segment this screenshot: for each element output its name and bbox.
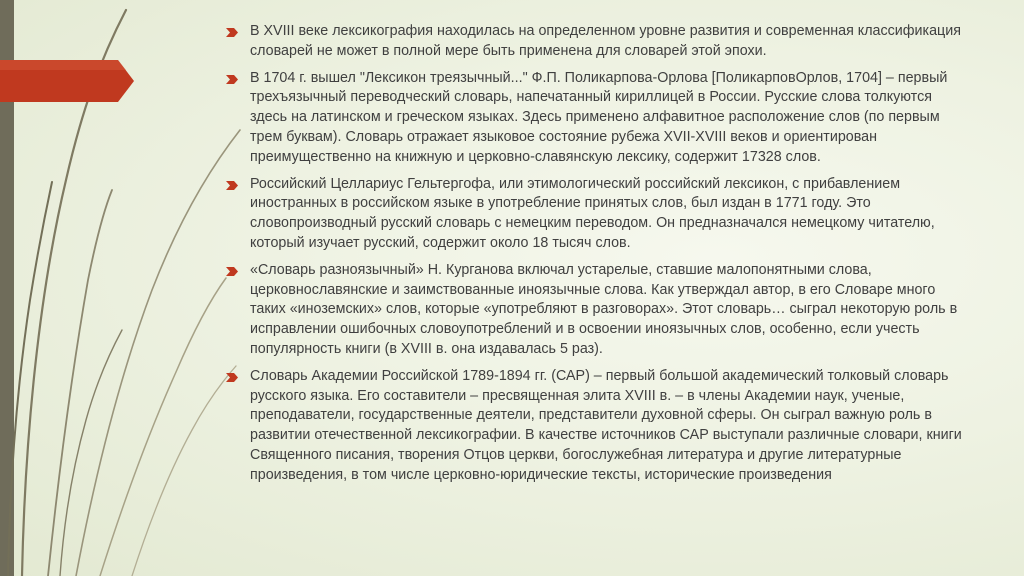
arrow-bullet-icon (226, 373, 238, 382)
bullet-item (226, 175, 971, 254)
bullet-text: Российский Целлариус Гельтергофа, или этимологический российский лексикон, с прибавлением иностранных в российском языке в употребление принятых слов, был издан в 1771 году. Это словопроизводный русский словарь с немецким переводом. Он предназначался немецкому читателю, который изучает русский, содержит около 18 тысяч слов. (250, 175, 935, 251)
arrow-bullet-icon (226, 28, 238, 37)
arrow-bullet-icon (226, 75, 238, 84)
arrow-bullet-icon (226, 181, 238, 190)
arrow-bullet-icon (226, 267, 238, 276)
red-arrow-banner (0, 60, 134, 102)
bullet-item (226, 261, 971, 360)
grass-blade (100, 278, 226, 576)
bullet-text: В 1704 г. вышел "Лексикон треязычный..." Ф.П. Поликарпова-Орлова [ПоликарповОрлов, 1704] – первый трехъязычный переводческий словарь, напечатанный кириллицей в России. Русские слова толкуются здесь на латинском и греческом языках. Здесь применено алфавитное расположение слов (по первым трем буквам). Словарь отражает языковое состояние рубежа XVII-XVIII веков и ориентирован преимущественно на книжную и церковно-славянскую лексику, содержит 17328 слов. (250, 69, 948, 165)
grass-blade (76, 130, 240, 576)
bullet-text: «Словарь разноязычный» Н. Курганова включал устарелые, ставшие малопонятными слова, церковнославянские и заимствованные иноязычные слова. Как утверждал автор, в его Словаре много таких «иноземских» слов, которые «употребляют в разговорах». Этот словарь… сыграл некоторую роль в исправлении ошибочных словоупотреблений и в освоении иноязычных слов, особенно, если учесть популярность книги (в XVIII в. она издавалась 5 раз). (250, 261, 958, 357)
grass-blade (8, 182, 52, 576)
bullet-item (226, 367, 971, 486)
bullet-list (226, 22, 971, 493)
bullet-text: В XVIII веке лексикография находилась на определенном уровне развития и современная классификация словарей не может в полной мере быть применена для словарей этой эпохи. (250, 23, 961, 59)
bullet-text: Словарь Академии Российской 1789-1894 гг. (САР) – первый большой академический толковый словарь русского языка. Его составители – пресвященная элита XVIII в. – в члены Академии наук, ученые, преподаватели, государственные деятели, представители духовной сферы. Он сыграл важную роль в развитии отечественной лексикографии. В качестве источников САР выступали различные словари, книги Священного писания, творения Отцов церкви, богослужебная литература и другие литературные произведения, в том числе церковно-юридические тексты, исторические произведения (250, 367, 962, 483)
bullet-item (226, 69, 971, 168)
bullet-item (226, 22, 971, 62)
grass-blade (132, 366, 236, 576)
grass-blade (48, 190, 112, 576)
